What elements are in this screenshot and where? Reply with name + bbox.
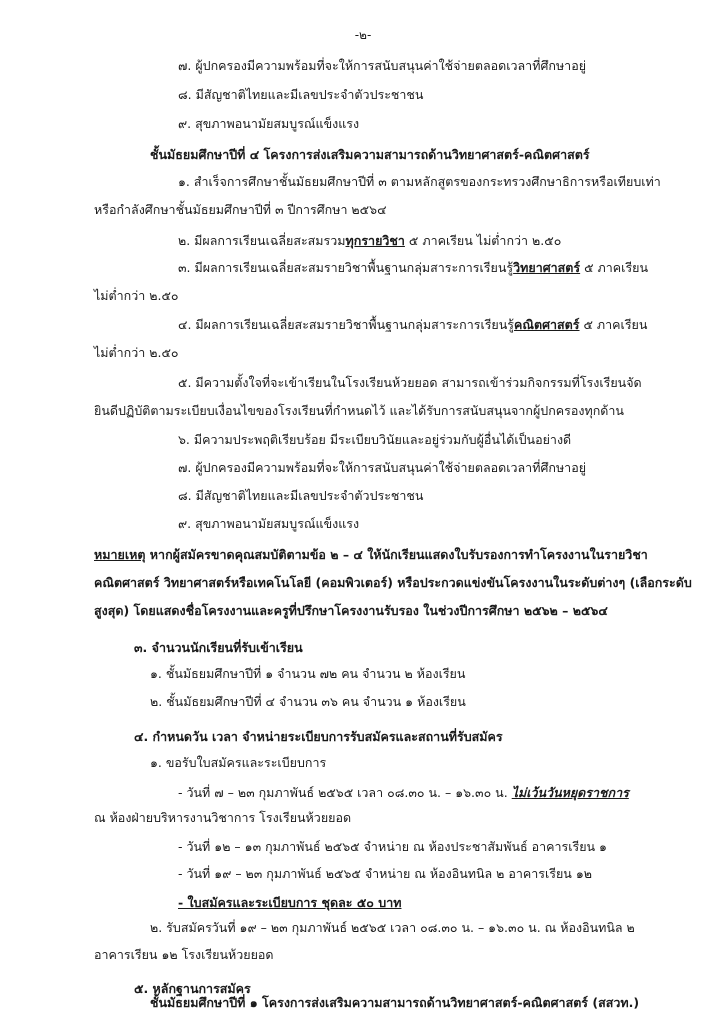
text-run: - วันที่ ๑๙ – ๒๓ กุมภาพันธ์ ๒๕๖๕ จำหน่าย ณ ห้องอินทนิล ๒ อาคารเรียน ๑๒ [178,866,593,881]
text-line [0,171,726,193]
text-line [0,544,726,566]
text-line [0,314,726,336]
text-run: คณิตศาสตร์ วิทยาศาสตร์หรือเทคโนโลยี (คอมพิวเตอร์) หรือประกวดแข่งขันโครงงานในระดับต่างๆ (เลือกระดับ [94,575,692,590]
text-run: ๗. ผู้ปกครองมีความพร้อมที่จะให้การสนับสนุนค่าใช้จ่ายตลอดเวลาที่ศึกษาอยู่ [178,460,587,475]
text-line [0,807,726,829]
text-line [0,84,726,106]
text-run: ยินดีปฏิบัติตามระเบียบเงื่อนไขของโรงเรียนที่กำหนดไว้ และได้รับการสนับสนุนจากผู้ปกครองทุกด้าน [94,403,624,418]
text-run: - วันที่ ๑๒ – ๑๓ กุมภาพันธ์ ๒๕๖๕ จำหน่าย ณ ห้องประชาสัมพันธ์ อาคารเรียน ๑ [178,839,607,854]
text-run: ๘. มีสัญชาติไทยและมีเลขประจำตัวประชาชน [178,488,424,503]
text-run: ไม่ต่ำกว่า ๒.๕๐ [94,345,179,360]
text-line [0,663,726,685]
text-run: ๕ ภาคเรียน [579,317,648,332]
text-line [0,372,726,394]
text-line [0,637,726,659]
text-run: ทุกรายวิชา [345,233,405,248]
text-run: ๓. จำนวนนักเรียนที่รับเข้าเรียน [134,640,303,655]
text-line [0,992,726,1014]
text-line [0,782,726,804]
page-number: -๒- [354,28,372,42]
text-line [0,400,726,422]
text-run: วิทยาศาสตร์ [513,260,581,275]
text-run: ๒. รับสมัครวันที่ ๑๙ – ๒๓ กุมภาพันธ์ ๒๕๖๕ เวลา ๐๘.๓๐ น. – ๑๖.๓๐ น. ณ ห้องอินทนิล ๒ [150,920,635,935]
text-line [0,55,726,77]
text-run: ๒. มีผลการเรียนเฉลี่ยสะสมรวม [178,233,346,248]
text-run: ๓. มีผลการเรียนเฉลี่ยสะสมรายวิชาพื้นฐานกลุ่มสาระการเรียนรู้ [178,260,514,275]
text-line [0,892,726,914]
text-line [0,485,726,507]
text-run: ๕. หลักฐานการสมัคร [134,981,251,996]
text-run: - วันที่ ๗ – ๒๓ กุมภาพันธ์ ๒๕๖๕ เวลา ๐๘.๓๐ น. – ๑๖.๓๐ น. [178,785,512,800]
text-line [0,457,726,479]
text-line [0,144,726,166]
text-run: ชั้นมัธยมศึกษาปีที่ ๑ โครงการส่งเสริมความสามารถด้านวิทยาศาสตร์-คณิตศาสตร์ (สสวท.) [150,995,640,1010]
text-run: ๖. มีความประพฤติเรียบร้อย มีระเบียบวินัยและอยู่ร่วมกับผู้อื่นได้เป็นอย่างดี [178,432,572,447]
text-run: สูงสุด) โดยแสดงชื่อโครงงานและครูที่ปรึกษาโครงงานรับรอง ในช่วงปีการศึกษา ๒๕๖๒ – ๒๕๖๔ [94,603,608,618]
text-run: - ใบสมัครและระเบียบการ ชุดละ ๕๐ บาท [178,895,402,910]
text-run: ๗. ผู้ปกครองมีความพร้อมที่จะให้การสนับสนุนค่าใช้จ่ายตลอดเวลาที่ศึกษาอยู่ [178,58,587,73]
text-run: ๕ ภาคเรียน [580,260,649,275]
text-run: หรือกำลังศึกษาชั้นมัธยมศึกษาปีที่ ๓ ปีการศึกษา ๒๕๖๔ [94,202,387,217]
text-line [0,944,726,966]
text-run: ๔. มีผลการเรียนเฉลี่ยสะสมรายวิชาพื้นฐานกลุ่มสาระการเรียนรู้ [178,317,515,332]
text-line [0,199,726,221]
text-run: คณิตศาสตร์ [514,317,580,332]
text-line [0,230,726,252]
text-run: ณ ห้องฝ่ายบริหารงานวิชาการ โรงเรียนห้วยยอด [94,810,352,825]
text-run: ไม่เว้นวันหยุดราชการ [511,785,629,800]
text-line [0,863,726,885]
text-run: ๑. ขอรับใบสมัครและระเบียบการ [150,755,327,770]
text-line [0,726,726,748]
text-run: ๔. กำหนดวัน เวลา จำหน่ายระเบียบการรับสมัครและสถานที่รับสมัคร [134,729,503,744]
text-run: หมายเหตุ [94,547,146,562]
text-run: ชั้นมัธยมศึกษาปีที่ ๔ โครงการส่งเสริมความสามารถด้านวิทยาศาสตร์-คณิตศาสตร์ [150,147,590,162]
text-run: ๙. สุขภาพอนามัยสมบูรณ์แข็งแรง [178,116,360,131]
text-run: อาคารเรียน ๑๒ โรงเรียนห้วยยอด [94,947,274,962]
text-line [0,752,726,774]
text-run: ๕ ภาคเรียน ไม่ต่ำกว่า ๒.๕๐ [404,233,562,248]
text-line [0,691,726,713]
text-line [0,513,726,535]
text-line [0,572,726,594]
text-line [0,600,726,622]
text-run: ๑. ชั้นมัธยมศึกษาปีที่ ๑ จำนวน ๗๒ คน จำนวน ๒ ห้องเรียน [150,666,466,681]
text-run: ๒. ชั้นมัธยมศึกษาปีที่ ๔ จำนวน ๓๖ คน จำนวน ๑ ห้องเรียน [150,694,466,709]
text-run: ๕. มีความตั้งใจที่จะเข้าเรียนในโรงเรียนห้วยยอด สามารถเข้าร่วมกิจกรรมที่โรงเรียนจัด [178,375,642,390]
text-line [0,257,726,279]
text-run: ไม่ต่ำกว่า ๒.๕๐ [94,288,179,303]
text-run: หากผู้สมัครขาดคุณสมบัติตามข้อ ๒ – ๔ ให้นักเรียนแสดงใบรับรองการทำโครงงานในรายวิชา [145,547,648,562]
text-line [0,429,726,451]
text-line [0,285,726,307]
text-line [0,836,726,858]
text-line [0,342,726,364]
text-line [0,917,726,939]
text-line [0,113,726,135]
text-run: ๑. สำเร็จการศึกษาชั้นมัธยมศึกษาปีที่ ๓ ตามหลักสูตรของกระทรวงศึกษาธิการหรือเทียบเท่า [178,174,661,189]
text-run: ๘. มีสัญชาติไทยและมีเลขประจำตัวประชาชน [178,87,424,102]
text-run: ๙. สุขภาพอนามัยสมบูรณ์แข็งแรง [178,516,360,531]
